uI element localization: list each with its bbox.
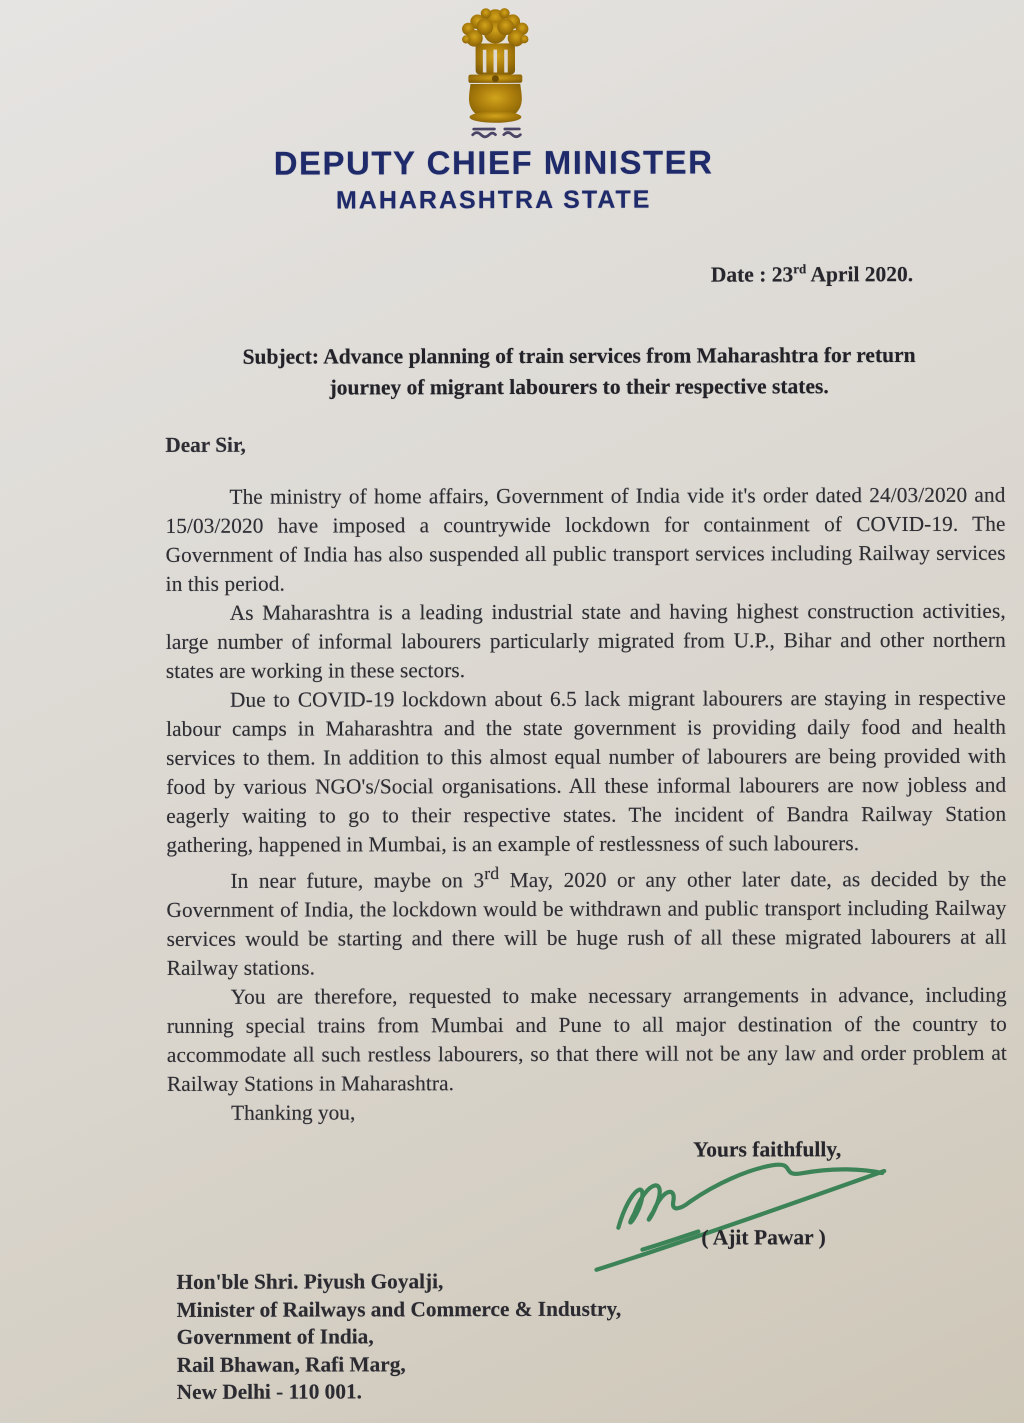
paragraph-3: Due to COVID-19 lockdown about 6.5 lack migrant labourers are staying in respective labour camps in Maharashtra and the state government is providing daily food and health services to them. In addition to this almost equal number of labourers are being provided with food by various NGO's/Social organisations. All these informal labourers are now jobless and eagerly waiting to go to their respective states. The incident of Bandra Railway Station gathering, happened in Mumbai, is an example of restlessness of such labourers.	[166, 685, 1007, 857]
valediction: Yours faithfully,	[693, 1137, 842, 1162]
recipient-line: Hon'ble Shri. Piyush Goyalji,	[176, 1269, 444, 1294]
date-ordinal: rd	[793, 261, 807, 277]
satyameva-jayate-caption	[473, 129, 521, 137]
paragraph-4-text: In near future, maybe on 3	[230, 868, 485, 893]
ashoka-emblem-icon	[435, 4, 555, 144]
paragraph-1: The ministry of home affairs, Government of India vide it's order dated 24/03/2020 and 15/03/2020 have imposed a countrywide lockdown for containment of COVID-19. The Government of India has also suspended all public transport services including Railway services in this period.	[165, 482, 1006, 596]
recipient-line: Rail Bhawan, Rafi Marg,	[176, 1351, 406, 1377]
paragraph-4-text-cont: May, 2020 or any other later date, as decided by the Government of India, the lockdown would be withdrawn and public transport including Railway services would be starting and there will be huge rush of all these migrated labourers at all Railway stations.	[166, 866, 1007, 980]
recipient-line: New Delhi - 110 001.	[176, 1379, 362, 1404]
date-suffix: April 2020.	[806, 262, 914, 287]
paragraph-2: As Maharashtra is a leading industrial state and having highest construction activities, large number of informal labourers particularly migrated from U.P., Bihar and other northern states are working in these sectors.	[165, 598, 1006, 683]
letter-body	[165, 429, 1007, 1128]
paragraph-4-ordinal: rd	[484, 863, 500, 884]
date-line	[711, 261, 913, 288]
recipient-address	[176, 1268, 621, 1407]
subject-line-2: journey of migrant labourers to their respective states.	[329, 374, 829, 400]
office-subtitle: MAHARASHTRA STATE	[335, 185, 652, 215]
recipient-line: Government of India,	[176, 1324, 374, 1349]
subject-block	[189, 340, 969, 404]
ajit-pawar-signature	[576, 1149, 896, 1275]
office-title: DEPUTY CHIEF MINISTER	[273, 143, 714, 182]
paragraph-5: You are therefore, requested to make necessary arrangements in advance, including running special trains from Mumbai and Pune to all major destination of the country to accommodate all such restless labourers, so that there will not be any law and order problem at Railway Stations in Maharashtra.	[166, 982, 1007, 1096]
date-prefix: Date : 23	[710, 262, 794, 287]
signatory-name: ( Ajit Pawar )	[701, 1225, 826, 1250]
recipient-line: Minister of Railways and Commerce & Industry,	[176, 1296, 622, 1322]
subject-line-1: Subject: Advance planning of train services from Maharashtra for return	[242, 342, 916, 369]
salutation: Dear Sir,	[165, 432, 246, 457]
thanking-line: Thanking you,	[231, 1100, 356, 1125]
paragraph-4	[166, 858, 1006, 983]
